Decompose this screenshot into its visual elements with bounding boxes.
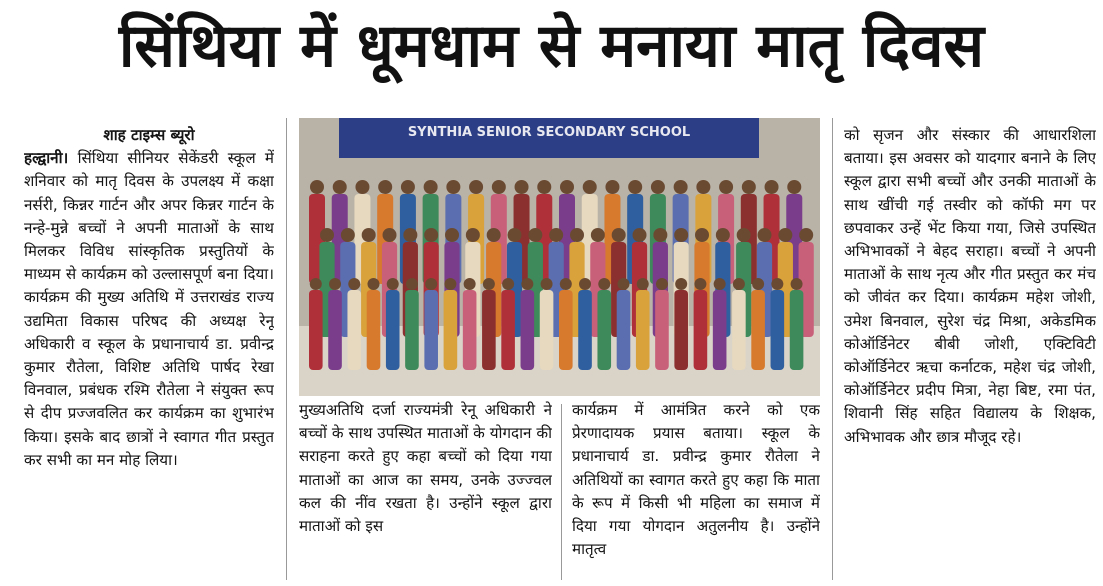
event-photo: [299, 118, 820, 396]
person-head: [341, 228, 355, 242]
paragraph-1: [24, 147, 274, 472]
person-body: [309, 290, 323, 370]
person-head: [605, 180, 619, 194]
person-body: [597, 290, 611, 370]
person-head: [387, 278, 399, 290]
person-head: [791, 278, 803, 290]
person-body: [501, 290, 515, 370]
article-column-1: [24, 124, 274, 580]
person-head: [469, 180, 483, 194]
person-head: [487, 228, 501, 242]
person-head: [378, 180, 392, 194]
dateline: हल्द्वानी।: [24, 149, 69, 168]
person-head: [612, 228, 626, 242]
person-head: [694, 278, 706, 290]
person-head: [799, 228, 813, 242]
person-body: [674, 290, 688, 370]
person-head: [675, 278, 687, 290]
article-column-3: [572, 399, 820, 581]
person-head: [719, 180, 733, 194]
paragraph-1-text: सिंथिया सीनियर सेकेंडरी स्कूल में शनिवार को मातृ दिवस के उपलक्ष्य में कक्षा नर्सरी, किन्नर गार्टन और अपर किन्नर गार्टन के नन्हे-मुन्ने बच्चों ने अपनी माताओं के साथ मिलकर विविध सांस्कृतिक प्रस्तुतियों के माध्यम से कार्यक्रम को उल्लासपूर्ण बना दिया। कार्यक्रम की मुख्य अतिथि में उत्तराखंड राज्य उद्यमिता विकास परिषद की अध्यक्ष रेनू अधिकारी व स्कूल के प्रधानाचार्य डा. प्रवीन्द्र कुमार रौतेला, विशिष्ट अतिथि पार्षद रेखा विनवाल, प्रबंधक रश्मि रौतेला ने संयुक्त रूप से दीप प्रज्जवलित कर कार्यक्रम का शुभारंभ किया। इसके बाद छात्रों ने स्वागत गीत प्रस्तुत कर सभी का मन मोह लिया।: [24, 149, 274, 469]
person-body: [751, 290, 765, 370]
person-head: [367, 278, 379, 290]
column-rule-1: [286, 118, 287, 580]
person-body: [540, 290, 554, 370]
person-head: [446, 180, 460, 194]
person-head: [466, 228, 480, 242]
person-body: [424, 290, 438, 370]
person-body: [713, 290, 727, 370]
person-head: [333, 180, 347, 194]
person-body: [347, 290, 361, 370]
person-head: [310, 180, 324, 194]
person-body: [367, 290, 381, 370]
person-body: [521, 290, 535, 370]
person-head: [583, 180, 597, 194]
person-head: [778, 228, 792, 242]
person-body: [636, 290, 650, 370]
person-head: [591, 228, 605, 242]
person-body: [405, 290, 419, 370]
person-head: [406, 278, 418, 290]
person-body: [694, 290, 708, 370]
person-head: [424, 180, 438, 194]
person-head: [362, 228, 376, 242]
person-head: [787, 180, 801, 194]
person-head: [714, 278, 726, 290]
article-column-4: [844, 124, 1096, 580]
person-body: [732, 290, 746, 370]
person-body: [655, 290, 669, 370]
group-photo-illustration: [299, 118, 820, 396]
person-head: [445, 228, 459, 242]
person-head: [758, 228, 772, 242]
person-head: [598, 278, 610, 290]
person-head: [674, 228, 688, 242]
person-head: [633, 228, 647, 242]
person-head: [483, 278, 495, 290]
byline: शाह टाइम्स ब्यूरो: [103, 126, 195, 144]
person-head: [656, 278, 668, 290]
paragraph-2: मुख्यअतिथि दर्जा राज्यमंत्री रेनू अधिकारी ने बच्चों के साथ उपस्थित माताओं के योगदान की सराहना करते हुए कहा बच्चों को दिया गया माताओं का आज का समय, उनके उज्ज्वल कल की नींव रखता है। उन्होंने स्कूल द्वारा माताओं को इस: [299, 401, 552, 536]
person-head: [771, 278, 783, 290]
paragraph-3: कार्यक्रम में आमंत्रित करने को एक प्रेरणादायक प्रयास बताया। स्कूल के प्रधानाचार्य डा. प्रवीन्द्र कुमार रौतेला ने अतिथियों का स्वागत करते हुए कहा कि माता के रूप में किसी भी महिला का समाज में दिया गया योगदान अतुलनीय है। उन्होंने मातृत्व: [572, 401, 820, 559]
person-head: [508, 228, 522, 242]
person-head: [383, 228, 397, 242]
person-head: [320, 228, 334, 242]
person-body: [328, 290, 342, 370]
person-body: [482, 290, 496, 370]
person-head: [765, 180, 779, 194]
person-head: [355, 180, 369, 194]
person-head: [716, 228, 730, 242]
person-head: [752, 278, 764, 290]
person-head: [549, 228, 563, 242]
person-head: [560, 278, 572, 290]
person-head: [502, 278, 514, 290]
person-body: [617, 290, 631, 370]
person-head: [310, 278, 322, 290]
person-head: [696, 180, 710, 194]
person-head: [651, 180, 665, 194]
person-head: [560, 180, 574, 194]
person-head: [637, 278, 649, 290]
person-head: [444, 278, 456, 290]
person-head: [521, 278, 533, 290]
person-head: [424, 228, 438, 242]
person-head: [541, 278, 553, 290]
school-banner-text: SYNTHIA SENIOR SECONDARY SCHOOL: [407, 125, 691, 140]
person-head: [425, 278, 437, 290]
person-body: [386, 290, 400, 370]
person-head: [570, 228, 584, 242]
person-head: [653, 228, 667, 242]
person-body: [463, 290, 477, 370]
person-head: [515, 180, 529, 194]
person-head: [579, 278, 591, 290]
person-head: [528, 228, 542, 242]
person-head: [537, 180, 551, 194]
person-head: [329, 278, 341, 290]
person-head: [674, 180, 688, 194]
article-column-2: [299, 399, 552, 581]
paragraph-4: को सृजन और संस्कार की आधारशिला बताया। इस अवसर को यादगार बनाने के लिए स्कूल द्वारा सभी बच्चों और उनकी माताओं के साथ खींची गई तस्वीर को कॉफी मग पर छपवाकर उन्हें भेंट किया गया, जिसे उपस्थित अभिभावकों ने बेहद सराहा। बच्चों ने अपनी माताओं के साथ नृत्य और गीत प्रस्तुत कर मंच को जीवंत कर दिया। कार्यक्रम महेश जोशी, उमेश बिनवाल, सुरेश चंद्र मिश्रा, अकेडमिक कोऑर्डिनेटर बीबी जोशी, एक्टिविटी कोऑर्डिनेटर ऋचा कर्नाटक, महेश चंद्र जोशी, कोऑर्डिनेटर प्रदीप मित्रा, नेहा बिष्ट, रमा पंत, शिवानी सिंह सहित विद्यालय के शिक्षक, अभिभावक और छात्र मौजूद रहे।: [844, 126, 1096, 446]
person-body: [578, 290, 592, 370]
person-head: [348, 278, 360, 290]
person-head: [742, 180, 756, 194]
person-body: [771, 290, 785, 370]
person-head: [733, 278, 745, 290]
person-head: [492, 180, 506, 194]
column-rule-2: [561, 404, 562, 580]
person-head: [403, 228, 417, 242]
headline: सिंथिया में धूमधाम से मनाया मातृ दिवस: [118, 11, 985, 81]
person-body: [444, 290, 458, 370]
column-rule-3: [832, 118, 833, 580]
person-head: [617, 278, 629, 290]
person-body: [559, 290, 573, 370]
person-head: [695, 228, 709, 242]
person-body: [790, 290, 804, 370]
person-head: [401, 180, 415, 194]
person-head: [628, 180, 642, 194]
person-head: [737, 228, 751, 242]
person-head: [464, 278, 476, 290]
